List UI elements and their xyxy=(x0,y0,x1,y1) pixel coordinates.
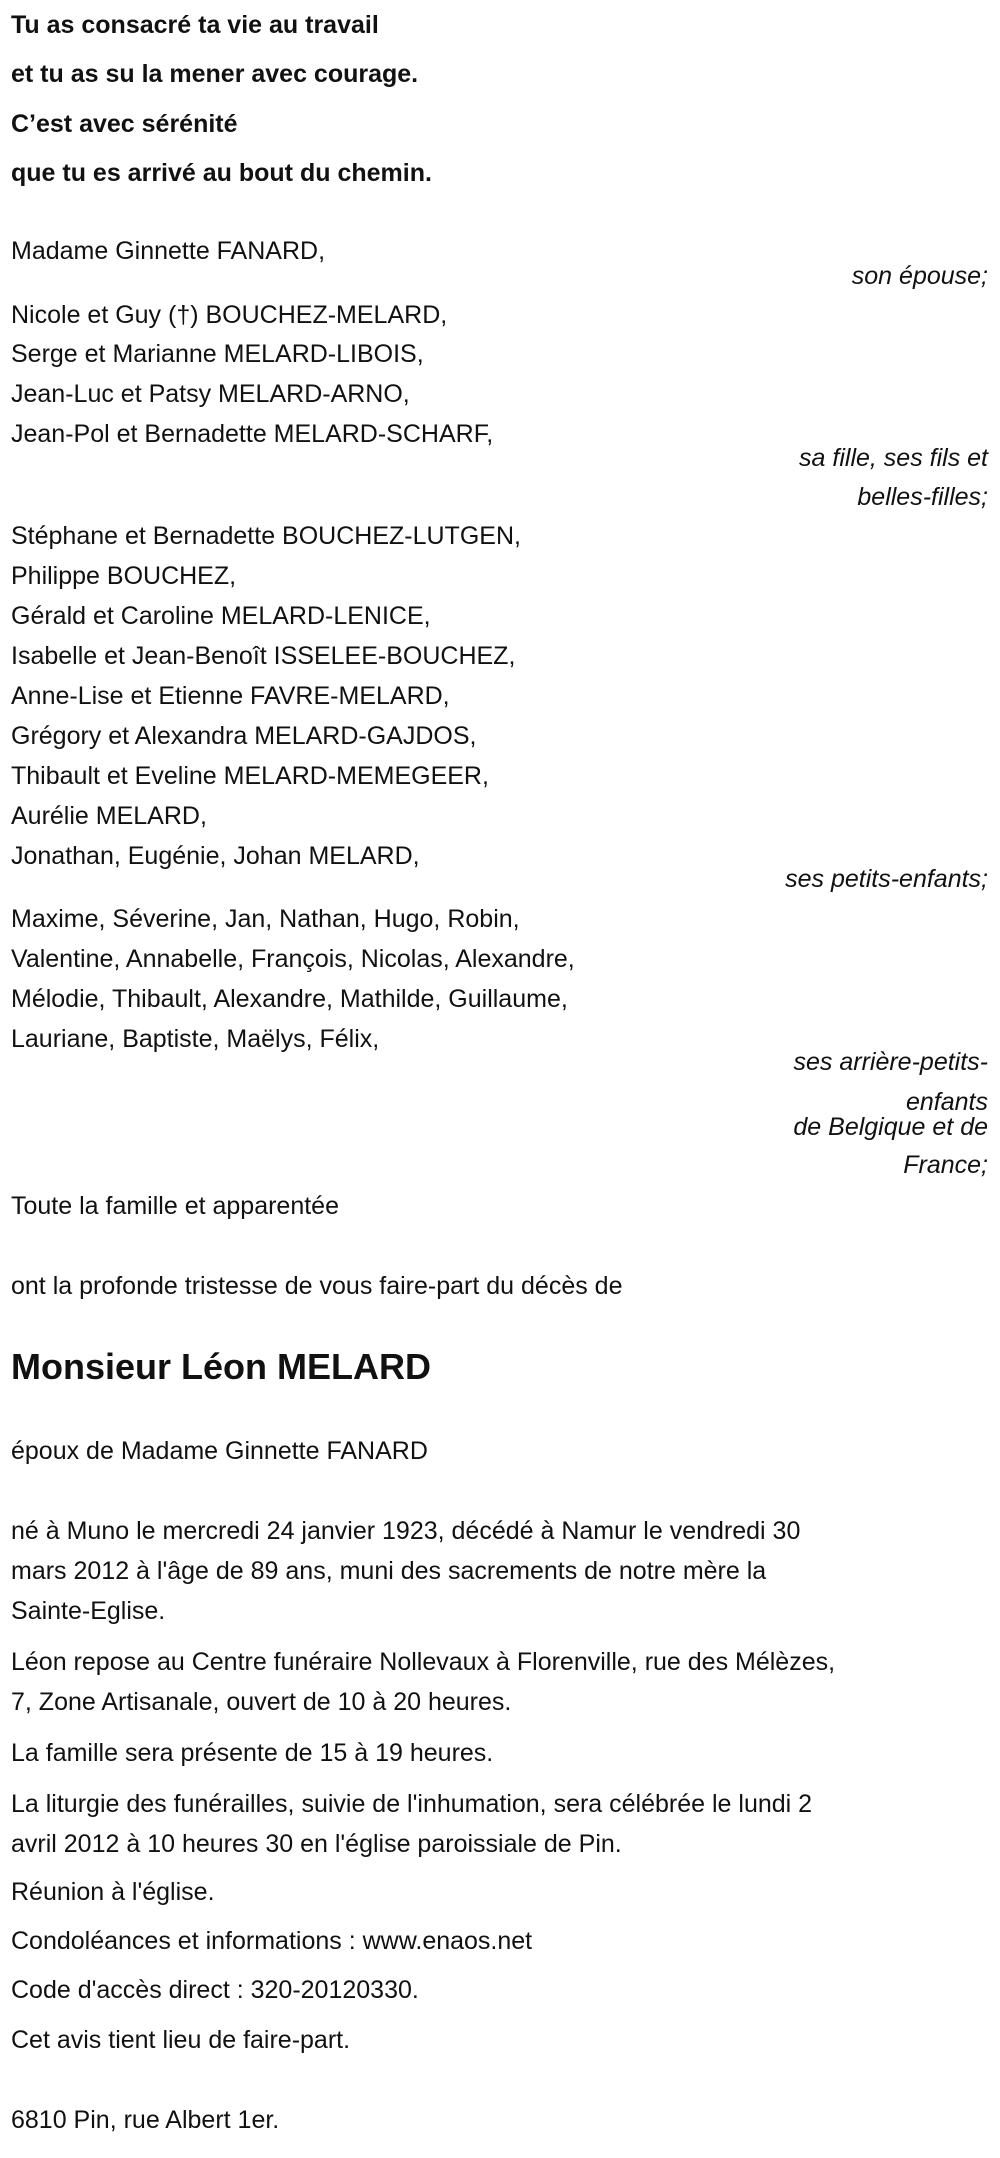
detail-line: né à Muno le mercredi 24 janvier 1923, décédé à Namur le vendredi 30 xyxy=(11,1517,801,1545)
condolences-link[interactable]: Condoléances et informations : www.enaos.net xyxy=(11,1927,533,1955)
spouse-role: son épouse; xyxy=(851,262,988,290)
child-name: Jean-Luc et Patsy MELARD-ARNO, xyxy=(11,380,410,408)
children-role: sa fille, ses fils et xyxy=(799,444,988,472)
detail-line: 7, Zone Artisanale, ouvert de 10 à 20 heures. xyxy=(11,1688,512,1716)
grandchild-name: Gérald et Caroline MELARD-LENICE, xyxy=(11,602,431,630)
great-grandchild-names: Valentine, Annabelle, François, Nicolas, Alexandre, xyxy=(11,945,575,973)
detail-line: Réunion à l'église. xyxy=(11,1878,215,1906)
poem-line: C’est avec sérénité xyxy=(11,110,238,138)
poem-line: et tu as su la mener avec courage. xyxy=(11,60,419,88)
child-name: Nicole et Guy (†) BOUCHEZ-MELARD, xyxy=(11,301,448,329)
grandchild-name: Thibault et Eveline MELARD-MEMEGEER, xyxy=(11,762,489,790)
child-name: Jean-Pol et Bernadette MELARD-SCHARF, xyxy=(11,420,494,448)
grandchild-name: Grégory et Alexandra MELARD-GAJDOS, xyxy=(11,722,477,750)
spouse-name: Madame Ginnette FANARD, xyxy=(11,237,326,265)
address: 6810 Pin, rue Albert 1er. xyxy=(11,2106,280,2134)
child-name: Serge et Marianne MELARD-LIBOIS, xyxy=(11,340,424,368)
children-role: belles-filles; xyxy=(857,483,988,511)
detail-line: Cet avis tient lieu de faire-part. xyxy=(11,2026,351,2054)
grandchild-name: Philippe BOUCHEZ, xyxy=(11,562,237,590)
deceased-name: Monsieur Léon MELARD xyxy=(11,1346,431,1387)
great-grandchildren-role: ses arrière-petits- xyxy=(793,1048,988,1076)
detail-line: mars 2012 à l'âge de 89 ans, muni des sacrements de notre mère la xyxy=(11,1557,767,1585)
great-grandchildren-role: France; xyxy=(903,1151,988,1179)
poem-line: Tu as consacré ta vie au travail xyxy=(11,11,379,39)
detail-line: La famille sera présente de 15 à 19 heures. xyxy=(11,1739,494,1767)
great-grandchild-names: Lauriane, Baptiste, Maëlys, Félix, xyxy=(11,1025,380,1053)
grandchild-name: Aurélie MELARD, xyxy=(11,802,207,830)
detail-line: avril 2012 à 10 heures 30 en l'église paroissiale de Pin. xyxy=(11,1830,622,1858)
poem-line: que tu es arrivé au bout du chemin. xyxy=(11,159,432,187)
family-line: Toute la famille et apparentée xyxy=(11,1192,339,1220)
announcement: ont la profonde tristesse de vous faire-part du décès de xyxy=(11,1272,623,1300)
grandchild-name: Isabelle et Jean-Benoît ISSELEE-BOUCHEZ, xyxy=(11,642,516,670)
spouse-of: époux de Madame Ginnette FANARD xyxy=(11,1437,428,1465)
grandchild-name: Anne-Lise et Etienne FAVRE-MELARD, xyxy=(11,682,450,710)
grandchildren-role: ses petits-enfants; xyxy=(785,865,988,893)
detail-line: Code d'accès direct : 320-20120330. xyxy=(11,1976,419,2004)
detail-line: Sainte-Eglise. xyxy=(11,1597,166,1625)
grandchild-name: Stéphane et Bernadette BOUCHEZ-LUTGEN, xyxy=(11,522,521,550)
great-grandchild-names: Mélodie, Thibault, Alexandre, Mathilde, Guillaume, xyxy=(11,985,568,1013)
great-grandchildren-role: enfants xyxy=(905,1088,988,1116)
detail-line: Léon repose au Centre funéraire Nollevaux à Florenville, rue des Mélèzes, xyxy=(11,1648,836,1676)
grandchild-name: Jonathan, Eugénie, Johan MELARD, xyxy=(11,842,420,870)
great-grandchild-names: Maxime, Séverine, Jan, Nathan, Hugo, Robin, xyxy=(11,905,520,933)
detail-line: La liturgie des funérailles, suivie de l'inhumation, sera célébrée le lundi 2 xyxy=(11,1790,813,1818)
great-grandchildren-role: de Belgique et de xyxy=(793,1113,988,1141)
